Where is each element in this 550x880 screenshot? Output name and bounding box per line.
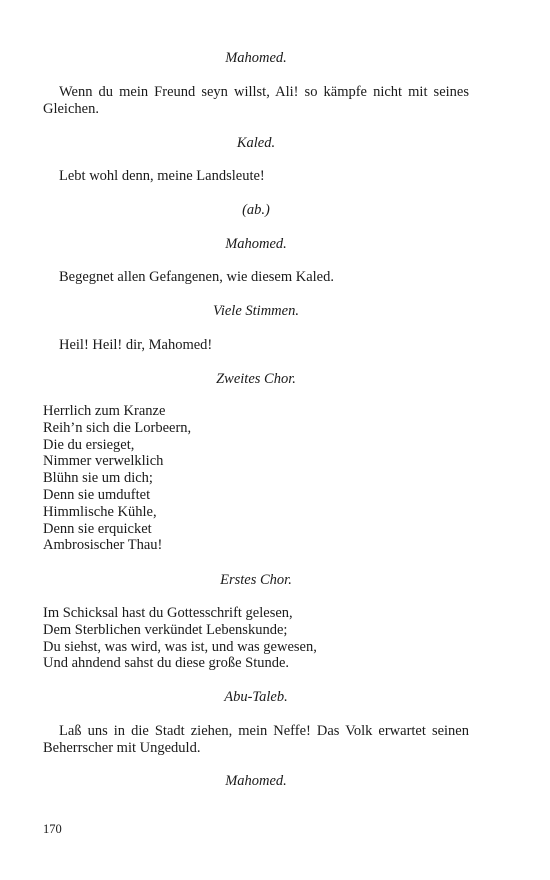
verse-line: Denn sie umduftet (43, 486, 151, 503)
verse-line: Reih’n sich die Lorbeern, (43, 419, 192, 436)
dialogue-paragraph: Wenn du mein Freund seyn willst, Ali! so kämpfe nicht mit seines Gleichen. (43, 84, 469, 117)
verse-line: Im Schicksal hast du Gottesschrift gelesen, (43, 605, 293, 621)
dialogue-paragraph: Lebt wohl denn, meine Landsleute! (59, 168, 265, 184)
verse-line: Nimmer verwelklich (43, 453, 164, 470)
verse-stanza (43, 605, 469, 672)
verse-line: Blühn sie um dich; (43, 470, 153, 487)
verse-line: Die du ersieget, (43, 436, 135, 453)
verse-line: Dem Sterblichen verkündet Lebenskunde; (43, 621, 288, 638)
speaker-heading: Mahomed. (225, 50, 287, 66)
speaker-heading: Zweites Chor. (216, 371, 296, 387)
dialogue-paragraph: Begegnet allen Gefangenen, wie diesem Kaled. (59, 269, 334, 285)
verse-line: Denn sie erquicket (43, 520, 152, 537)
speaker-heading: Erstes Chor. (220, 572, 292, 588)
stage-direction: (ab.) (242, 202, 270, 218)
dialogue-paragraph: Heil! Heil! dir, Mahomed! (59, 337, 213, 353)
verse-line: Du siehst, was wird, was ist, und was gewesen, (43, 638, 317, 655)
speaker-heading: Mahomed. (225, 773, 287, 789)
speaker-heading: Mahomed. (225, 236, 287, 252)
verse-line: Herrlich zum Kranze (43, 403, 166, 419)
dialogue-paragraph: Laß uns in die Stadt ziehen, mein Neffe! Das Volk erwartet seinen Beherrscher mit Ungeduld. (43, 723, 469, 756)
speaker-heading: Viele Stimmen. (213, 303, 299, 319)
speaker-heading: Abu-Taleb. (224, 689, 288, 705)
verse-line: Ambrosischer Thau! (43, 537, 163, 554)
verse-stanza (43, 403, 469, 554)
page-number: 170 (43, 822, 62, 836)
verse-line: Himmlische Kühle, (43, 503, 157, 520)
speaker-heading: Kaled. (236, 135, 276, 151)
verse-line: Und ahndend sahst du diese große Stunde. (43, 655, 290, 672)
